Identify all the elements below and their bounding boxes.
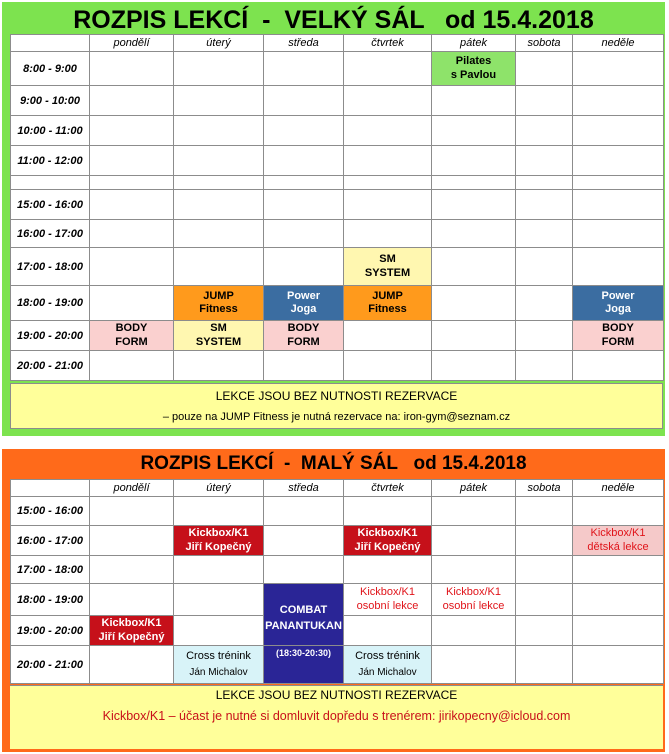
time-label: 17:00 - 18:00 <box>11 248 90 286</box>
time-row <box>11 86 664 116</box>
lesson-power-joga-wed[interactable]: Power Joga <box>264 286 344 321</box>
maly-sal-title: ROZPIS LEKCÍ - MALÝ SÁL od 15.4.2018 <box>140 453 527 474</box>
day-header: pondělí <box>90 35 174 52</box>
time-label: 20:00 - 21:00 <box>11 351 90 381</box>
lesson-cross-thu[interactable]: Cross trénink Ján Michalov <box>344 646 432 684</box>
time-label: 16:00 - 17:00 <box>11 526 90 556</box>
header-row <box>11 35 664 52</box>
time-row <box>11 584 664 616</box>
velky-sal-schedule <box>10 34 664 381</box>
lesson-sm-system-thu[interactable]: SM SYSTEM <box>344 248 432 286</box>
time-row <box>11 351 664 381</box>
day-header: středa <box>264 480 344 497</box>
day-header: sobota <box>516 480 573 497</box>
lesson-jump-thu[interactable]: JUMP Fitness <box>344 286 432 321</box>
time-label: 15:00 - 16:00 <box>11 190 90 220</box>
time-row <box>11 286 664 321</box>
header-row <box>11 480 664 497</box>
time-label: 9:00 - 10:00 <box>11 86 90 116</box>
notice-reservation: LEKCE JSOU BEZ NUTNOSTI REZERVACE <box>215 389 458 403</box>
lesson-combat-time[interactable]: (18:30-20:30) <box>264 646 344 684</box>
time-row <box>11 248 664 286</box>
maly-sal-schedule <box>10 479 664 684</box>
notice-jump-reservation: – pouze na JUMP Fitness je nutná rezervace na: iron-gym@seznam.cz <box>162 411 511 423</box>
day-header: středa <box>264 35 344 52</box>
time-label: 20:00 - 21:00 <box>11 646 90 684</box>
day-header: čtvrtek <box>344 35 432 52</box>
day-header: pátek <box>432 480 516 497</box>
day-header: neděle <box>573 35 664 52</box>
day-header: neděle <box>573 480 664 497</box>
maly-sal-panel <box>2 449 665 752</box>
velky-sal-title: ROZPIS LEKCÍ - VELKÝ SÁL od 15.4.2018 <box>73 6 594 34</box>
time-label: 19:00 - 20:00 <box>11 616 90 646</box>
time-row <box>11 646 664 684</box>
time-row <box>11 116 664 146</box>
lesson-kickbox-sun[interactable]: Kickbox/K1 dětská lekce <box>573 526 664 556</box>
day-header: sobota <box>516 35 573 52</box>
lesson-sm-system-tue[interactable]: SM SYSTEM <box>174 321 264 351</box>
spacer-row <box>11 176 664 190</box>
time-label: 11:00 - 12:00 <box>11 146 90 176</box>
time-label: 16:00 - 17:00 <box>11 220 90 248</box>
day-header: úterý <box>174 480 264 497</box>
time-label: 18:00 - 19:00 <box>11 584 90 616</box>
day-header: pátek <box>432 35 516 52</box>
lesson-kickbox-mon[interactable]: Kickbox/K1 Jiří Kopečný <box>90 616 174 646</box>
time-row <box>11 497 664 526</box>
time-row <box>11 526 664 556</box>
corner-cell <box>11 35 90 52</box>
lesson-cross-tue[interactable]: Cross trénink Ján Michalov <box>174 646 264 684</box>
lesson-body-form-sun[interactable]: BODY FORM <box>573 321 664 351</box>
lesson-kickbox-thu-osobni[interactable]: Kickbox/K1 osobní lekce <box>344 584 432 616</box>
time-label: 19:00 - 20:00 <box>11 321 90 351</box>
time-row <box>11 556 664 584</box>
time-label: 18:00 - 19:00 <box>11 286 90 321</box>
lesson-jump-tue[interactable]: JUMP Fitness <box>174 286 264 321</box>
maly-sal-kickbox-notice: Kickbox/K1 – účast je nutné si domluvit dopředu s trenérem: jirikopecny@icloud.com <box>10 706 663 749</box>
time-row <box>11 220 664 248</box>
lesson-kickbox-thu[interactable]: Kickbox/K1 Jiří Kopečný <box>344 526 432 556</box>
day-header: úterý <box>174 35 264 52</box>
lesson-kickbox-tue[interactable]: Kickbox/K1 Jiří Kopečný <box>174 526 264 556</box>
time-label: 17:00 - 18:00 <box>11 556 90 584</box>
time-label: 10:00 - 11:00 <box>11 116 90 146</box>
lesson-body-form-mon[interactable]: BODY FORM <box>90 321 174 351</box>
time-label: 15:00 - 16:00 <box>11 497 90 526</box>
velky-sal-notice <box>10 383 663 429</box>
corner-cell <box>11 480 90 497</box>
time-row <box>11 321 664 351</box>
lesson-kickbox-fri-osobni[interactable]: Kickbox/K1 osobní lekce <box>432 584 516 616</box>
day-header: čtvrtek <box>344 480 432 497</box>
lesson-power-joga-sun[interactable]: Power Joga <box>573 286 664 321</box>
time-row <box>11 190 664 220</box>
time-row <box>11 52 664 86</box>
velky-sal-panel <box>2 2 665 436</box>
lesson-pilates[interactable]: Pilates s Pavlou <box>432 52 516 86</box>
lesson-body-form-wed[interactable]: BODY FORM <box>264 321 344 351</box>
time-row <box>11 146 664 176</box>
maly-sal-notice: LEKCE JSOU BEZ NUTNOSTI REZERVACE <box>10 685 663 706</box>
day-header: pondělí <box>90 480 174 497</box>
time-label: 8:00 - 9:00 <box>11 52 90 86</box>
lesson-combat-panantukan[interactable]: COMBAT PANANTUKAN <box>264 584 344 646</box>
